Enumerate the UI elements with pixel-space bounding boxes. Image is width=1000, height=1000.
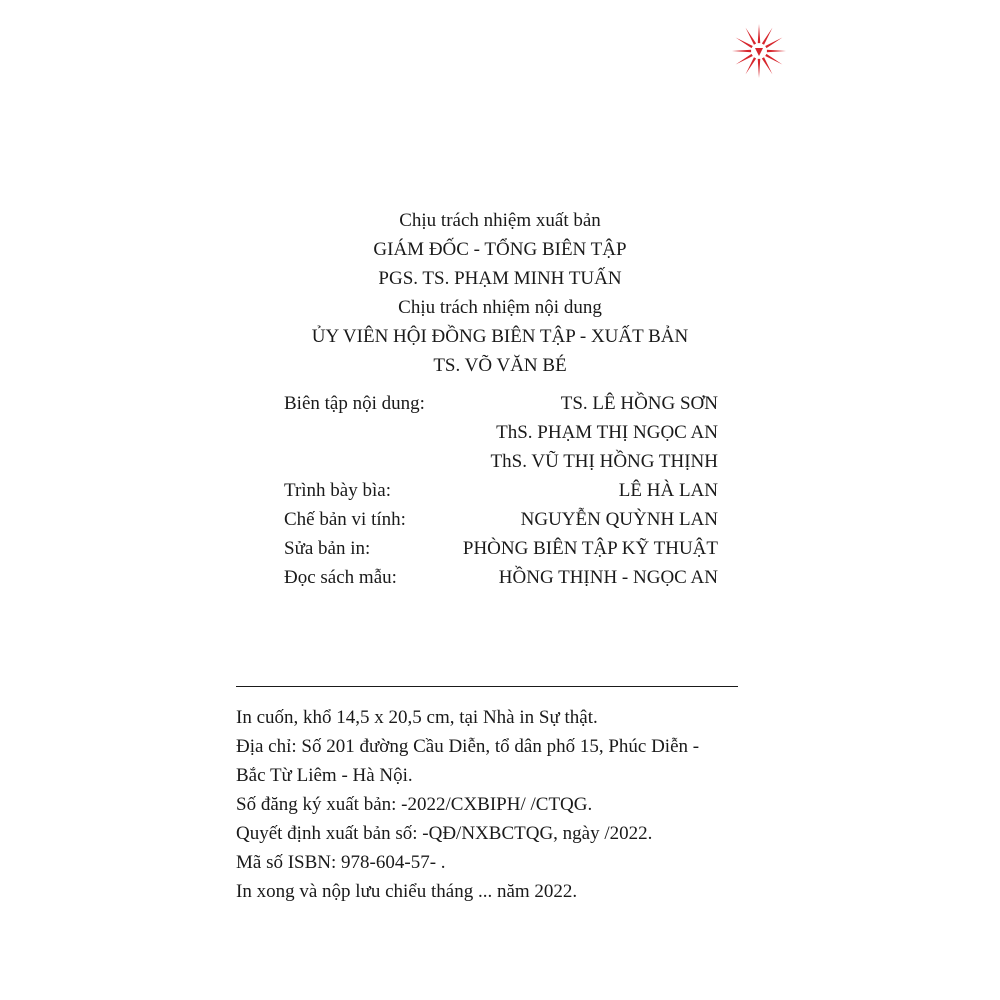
credit-label: Đọc sách mẫu:: [284, 567, 397, 588]
credit-name: HỒNG THỊNH - NGỌC AN: [498, 567, 718, 588]
credit-name: TS. LÊ HỒNG SƠN: [560, 393, 718, 414]
credit-row: [284, 447, 718, 476]
credit-name: LÊ HÀ LAN: [618, 480, 718, 501]
imprint-block: [236, 703, 756, 906]
credit-name: ThS. VŨ THỊ HỒNG THỊNH: [490, 451, 718, 472]
director-title: GIÁM ĐỐC - TỔNG BIÊN TẬP: [373, 239, 627, 260]
logo-ray: [746, 57, 757, 74]
credit-row: [284, 476, 718, 505]
credit-name: ThS. PHẠM THỊ NGỌC AN: [496, 422, 718, 443]
logo-ray: [767, 50, 786, 53]
credits-list: [284, 389, 718, 592]
credit-label: Sửa bản in:: [284, 538, 371, 559]
credit-label: Biên tập nội dung:: [284, 393, 425, 414]
board-member-name: TS. VÕ VĂN BÉ: [433, 355, 567, 376]
divider-rule: [236, 686, 738, 687]
logo-ray: [758, 59, 761, 78]
address-line: Bắc Từ Liêm - Hà Nội.: [236, 765, 413, 786]
logo-ray: [765, 54, 782, 65]
logo-ray: [765, 38, 782, 49]
publishing-responsibility-heading: Chịu trách nhiệm xuất bản: [399, 210, 601, 231]
print-run-line: In cuốn, khổ 14,5 x 20,5 cm, tại Nhà in Sự thật.: [236, 707, 598, 728]
address-line: Địa chỉ: Số 201 đường Cầu Diễn, tổ dân phố 15, Phúc Diễn -: [236, 736, 700, 757]
logo-ray: [736, 38, 753, 49]
board-title: ỦY VIÊN HỘI ĐỒNG BIÊN TẬP - XUẤT BẢN: [311, 326, 689, 347]
logo-ray: [736, 54, 753, 65]
responsibility-block: [180, 206, 820, 380]
credit-row: [284, 418, 718, 447]
logo-ray: [762, 57, 773, 74]
publisher-star-logo-icon: [730, 22, 788, 80]
credit-row: [284, 505, 718, 534]
decision-line: Quyết định xuất bản số: -QĐ/NXBCTQG, ngày /2022.: [236, 823, 653, 844]
logo-ray: [732, 50, 751, 53]
director-name: PGS. TS. PHẠM MINH TUẤN: [378, 268, 622, 289]
completion-line: In xong và nộp lưu chiểu tháng ... năm 2022.: [236, 881, 578, 902]
isbn-line: Mã số ISBN: 978-604-57- .: [236, 852, 446, 873]
credit-name: PHÒNG BIÊN TẬP KỸ THUẬT: [462, 538, 718, 559]
credit-row: [284, 389, 718, 418]
credit-name: NGUYỄN QUỲNH LAN: [520, 509, 718, 530]
credit-row: [284, 534, 718, 563]
logo-ray: [762, 28, 773, 45]
credit-row: [284, 563, 718, 592]
content-responsibility-heading: Chịu trách nhiệm nội dung: [398, 297, 602, 318]
logo-ray: [758, 24, 761, 43]
credit-label: Trình bày bìa:: [284, 480, 391, 501]
registration-line: Số đăng ký xuất bản: -2022/CXBIPH/ /CTQG.: [236, 794, 593, 815]
credit-label: Chế bản vi tính:: [284, 509, 406, 530]
logo-ray: [746, 28, 757, 45]
